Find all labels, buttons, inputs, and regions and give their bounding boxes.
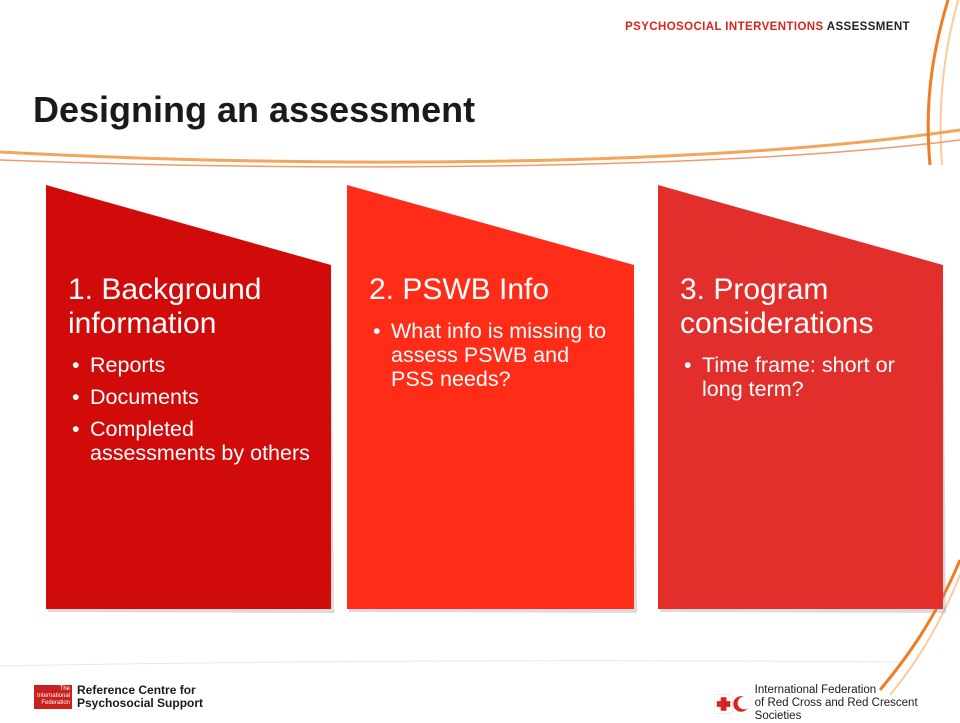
ifrc-small-logo-icon: The International Federation [34, 685, 72, 709]
reference-centre-text: Reference Centre for Psychosocial Support [77, 683, 204, 710]
panel-heading: 1. Background information [68, 273, 262, 340]
panel-program-considerations [658, 185, 948, 612]
reference-centre-logo [34, 684, 203, 710]
header-label-part2: ASSESSMENT [826, 21, 910, 33]
ifrc-text: International Federation of Red Cross and Red Crescent Societies [754, 684, 918, 722]
header-label-part1: PSYCHOSOCIAL INTERVENTIONS [625, 21, 824, 33]
bullet-item: • Time frame: short or long term? [684, 353, 895, 401]
header-label [625, 21, 910, 33]
red-cross-crescent-icon [713, 693, 750, 715]
ifrc-logo [713, 684, 960, 723]
panel-background-information [46, 185, 336, 612]
bullet-item: • Reports [72, 353, 166, 377]
slide-title: Designing an assessment [33, 89, 476, 130]
panel-pswb-info [347, 185, 637, 612]
bullet-item: • Documents [72, 385, 199, 409]
bullet-item: • What info is missing to assess PSWB and PSS needs? [373, 319, 607, 391]
bullet-item: • Completed assessments by others [72, 417, 310, 465]
panel-heading: 2. PSWB Info [369, 273, 550, 306]
bullet-list [680, 353, 926, 401]
panel-heading: 3. Program considerations [680, 273, 874, 340]
bullet-list [68, 353, 314, 465]
bullet-list [369, 319, 615, 391]
